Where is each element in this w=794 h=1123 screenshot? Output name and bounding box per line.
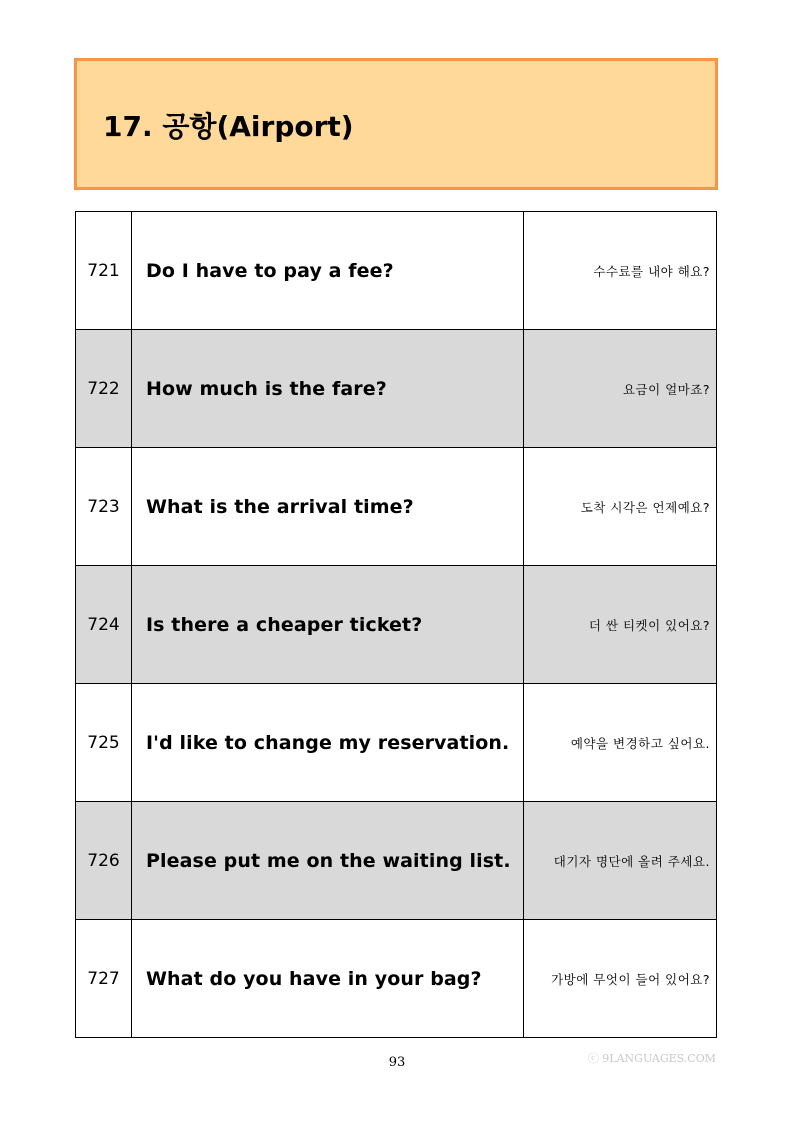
table-row — [76, 212, 717, 330]
phrase-english: What do you have in your bag? — [132, 920, 524, 1038]
phrase-korean: 수수료를 내야 해요? — [524, 212, 717, 330]
phrase-korean: 가방에 무엇이 들어 있어요? — [524, 920, 717, 1038]
phrase-number: 721 — [76, 212, 132, 330]
table-row — [76, 330, 717, 448]
phrase-korean: 더 싼 티켓이 있어요? — [524, 566, 717, 684]
phrase-number: 724 — [76, 566, 132, 684]
phrase-english: Do I have to pay a fee? — [132, 212, 524, 330]
phrase-english: How much is the fare? — [132, 330, 524, 448]
phrase-number: 723 — [76, 448, 132, 566]
phrase-number: 726 — [76, 802, 132, 920]
copyright-notice: ⓒ 9LANGUAGES.COM — [587, 1052, 716, 1065]
table-row — [76, 684, 717, 802]
phrase-number: 727 — [76, 920, 132, 1038]
phrase-korean: 요금이 얼마죠? — [524, 330, 717, 448]
phrase-english: What is the arrival time? — [132, 448, 524, 566]
section-header — [74, 58, 718, 190]
phrase-number: 722 — [76, 330, 132, 448]
table-row — [76, 920, 717, 1038]
section-title: 17. 공항(Airport) — [103, 110, 354, 143]
table-row — [76, 566, 717, 684]
phrase-korean: 대기자 명단에 올려 주세요. — [524, 802, 717, 920]
phrase-english: Is there a cheaper ticket? — [132, 566, 524, 684]
table-row — [76, 802, 717, 920]
phrase-number: 725 — [76, 684, 132, 802]
phrase-table — [75, 211, 717, 1038]
phrase-english: Please put me on the waiting list. — [132, 802, 524, 920]
phrase-korean: 도착 시각은 언제예요? — [524, 448, 717, 566]
phrase-english: I'd like to change my reservation. — [132, 684, 524, 802]
table-row — [76, 448, 717, 566]
page-number: 93 — [388, 1055, 406, 1070]
phrase-korean: 예약을 변경하고 싶어요. — [524, 684, 717, 802]
